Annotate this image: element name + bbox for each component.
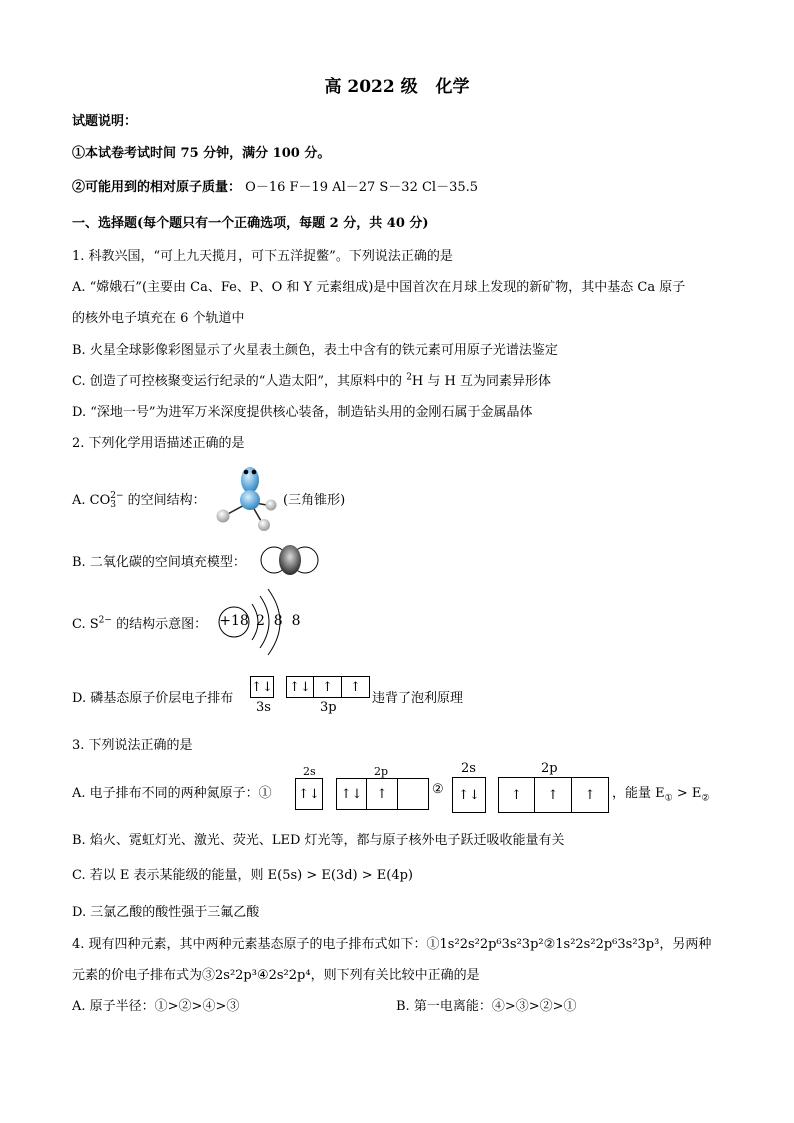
q1-c-pre: C. 创造了可控核聚变运行纪录的“人造太阳”，其原料中的 [72, 374, 407, 389]
q2-option-d-post: 违背了泡利原理 [372, 691, 464, 706]
q4-option-a: A. 原子半径：①>②>④>③ [72, 999, 240, 1014]
n1-2p-orbital-boxes [336, 778, 429, 810]
q2-option-a [72, 489, 206, 510]
orbital-box: ↑ [314, 676, 342, 698]
q1-option-c [72, 370, 551, 389]
q1-option-d: D. “深地一号”为进军万米深度提供核心装备，制造钻头用的金刚石属于金属晶体 [72, 405, 533, 420]
orbital-box: ↑ [367, 778, 398, 810]
q2-a-pre: A. CO [72, 493, 111, 508]
n1-label-2s: 2s [303, 765, 316, 778]
title-grade: 高 2022 级 [324, 77, 418, 97]
q2-option-c [72, 613, 207, 632]
section1-heading: 一、选择题(每个题只有一个正确选项，每题 2 分，共 40 分) [72, 216, 429, 231]
n2-label-2s: 2s [461, 761, 476, 776]
instructions-item2 [72, 176, 478, 195]
q3-option-b: B. 焰火、霓虹灯光、激光、荧光、LED 灯光等，都与原子核外电子跃迁吸收能量有关 [72, 833, 565, 848]
q2-a-sup: 2− [110, 490, 124, 501]
q1-c-sup: 2 [406, 372, 412, 383]
q1-option-b: B. 火星全球影像彩图显示了火星表土颜色，表土中含有的铁元素可用原子光谱法鉴定 [72, 343, 558, 358]
q2-a-post: (三角锥形) [283, 493, 346, 508]
instructions-item1: ①本试卷考试时间 75 分钟，满分 100 分。 [72, 146, 331, 161]
item2-label: ②可能用到的相对原子质量： [72, 180, 242, 195]
q2-c-sup: 2− [98, 615, 112, 626]
orbital-box: ↑ [342, 676, 370, 698]
energy-sub2: ② [701, 793, 710, 804]
q1-c-post: H 与 H 互为同素异形体 [411, 374, 551, 389]
p-3p-orbital-boxes [286, 676, 370, 698]
q3-option-d: D. 三氯乙酸的酸性强于三氟乙酸 [72, 905, 260, 920]
orbital-box: ↑↓ [286, 676, 314, 698]
p-3s-orbital-box [250, 676, 274, 698]
co3-ball-stick-model-icon [212, 462, 284, 532]
q2-c-pre: C. S [72, 617, 99, 632]
title-subject: 化学 [435, 77, 470, 97]
q3-option-a-post [612, 782, 709, 804]
q2-a-sub: 3 [110, 499, 116, 510]
s2-nucleus-charge: +18 [219, 613, 249, 629]
q1-option-a-line1: A. “嫦娥石”(主要由 Ca、Fe、P、O 和 Y 元素组成)是中国首次在月球上发现的新矿物，其中基态 Ca 原子 [72, 280, 686, 295]
label-3p: 3p [320, 700, 337, 715]
q2-a-mid: 的空间结构： [123, 493, 206, 508]
instructions-heading: 试题说明： [72, 114, 138, 129]
n2-2s-orbital-box [452, 777, 486, 813]
orbital-box: ↑↓ [452, 777, 486, 813]
orbital-box: ↑↓ [336, 778, 367, 810]
energy-e2: > E [672, 786, 702, 801]
q4-option-b: B. 第一电离能：④>③>②>① [396, 999, 577, 1014]
energy-sub1: ① [664, 793, 673, 804]
circle-2: ② [432, 782, 444, 797]
n1-label-2p: 2p [374, 765, 389, 778]
n2-label-2p: 2p [541, 761, 558, 776]
q2-option-b: B. 二氧化碳的空间填充模型： [72, 555, 246, 570]
orbital-box: ↑ [535, 777, 572, 813]
q2-stem: 2. 下列化学用语描述正确的是 [72, 436, 245, 451]
q3-stem: 3. 下列说法正确的是 [72, 738, 193, 753]
q1-stem: 1. 科教兴国，“可上九天揽月，可下五洋捉鳖”。下列说法正确的是 [72, 249, 453, 264]
q2-option-d-pre: D. 磷基态原子价层电子排布 [72, 691, 234, 706]
page-title [0, 72, 794, 97]
q4-stem-line1: 4. 现有四种元素，其中两种元素基态原子的电子排布式如下：①1s²2s²2p⁶3s²3p²②1s²2s²2p⁶3s²3p³，另两种 [72, 937, 712, 952]
q1-option-a-line2: 的核外电子填充在 6 个轨道中 [72, 311, 245, 326]
item2-values: O－16 F－19 Al－27 S－32 Cl－35.5 [245, 180, 479, 195]
orbital-box: ↑↓ [250, 676, 274, 698]
q2-c-mid: 的结构示意图： [111, 617, 208, 632]
q3-option-a-pre: A. 电子排布不同的两种氮原子：① [72, 786, 272, 801]
n2-2p-orbital-boxes [498, 777, 609, 813]
n1-2s-orbital-box [295, 778, 323, 810]
energy-e1: ，能量 E [612, 786, 665, 801]
s2-shell-electrons: 2 8 8 [256, 613, 301, 629]
orbital-box: ↑ [498, 777, 535, 813]
orbital-box: ↑ [572, 777, 609, 813]
orbital-box: ↑↓ [295, 778, 323, 810]
orbital-box [398, 778, 429, 810]
co2-space-filling-model-icon [260, 544, 320, 576]
q4-stem-line2: 元素的价电子排布式为③2s²2p³④2s²2p⁴，则下列有关比较中正确的是 [72, 968, 480, 983]
q3-option-c: C. 若以 E 表示某能级的能量，则 E(5s) > E(3d) > E(4p) [72, 868, 413, 883]
label-3s: 3s [256, 700, 271, 715]
